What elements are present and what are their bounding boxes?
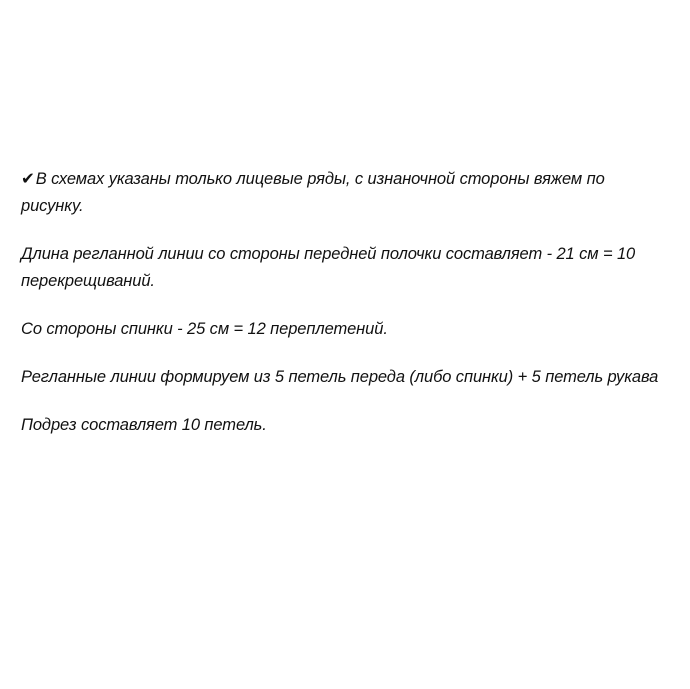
paragraph-1-text: В схемах указаны только лицевые ряды, с изнаночной стороны вяжем по рисунку.: [21, 170, 605, 215]
paragraph-2: Длина регланной линии со стороны передней полочки составляет - 21 см = 10 перекрещиваний.: [21, 245, 636, 290]
checkmark-icon: ✔: [21, 170, 35, 188]
text-block: [21, 166, 671, 460]
paragraph-5: Подрез составляет 10 петель.: [21, 416, 267, 434]
paragraph-3: Со стороны спинки - 25 см = 12 переплетений.: [21, 320, 388, 338]
paragraph-4: Регланные линии формируем из 5 петель переда (либо спинки) + 5 петель рукава: [21, 368, 659, 386]
paragraph-1: [21, 166, 671, 220]
